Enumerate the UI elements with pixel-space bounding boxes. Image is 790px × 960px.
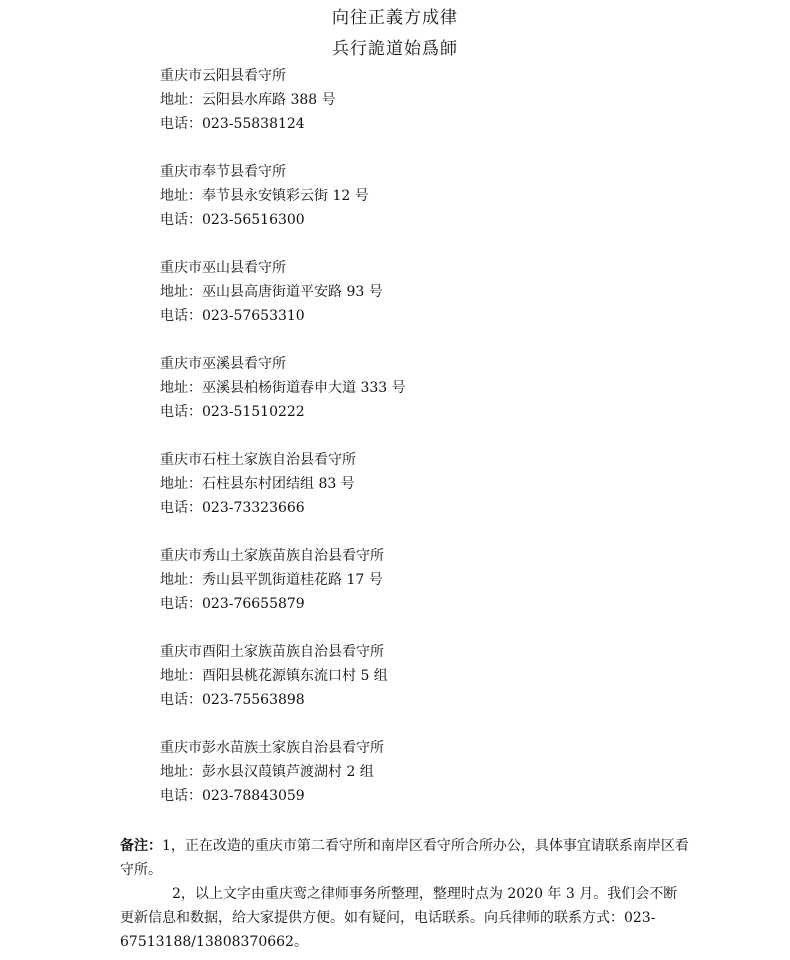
list-item: [160, 352, 720, 448]
list-item: [160, 448, 720, 544]
entry-phone: 电话：023-51510222: [160, 404, 305, 420]
entry-name: 重庆市石柱土家族自治县看守所: [160, 452, 356, 468]
header-motto-line-1: 向往正義方成律: [332, 8, 458, 28]
list-item: [160, 640, 720, 736]
list-item: [160, 160, 720, 256]
entry-phone: 电话：023-78843059: [160, 788, 305, 804]
entry-address: 地址：彭水县汉葭镇芦渡湖村 2 组: [160, 764, 374, 780]
detention-center-list: [160, 64, 720, 832]
entry-address: 地址：石柱县东村团结组 83 号: [160, 476, 355, 492]
entry-phone: 电话：023-76655879: [160, 596, 305, 612]
note-1-text: 1，正在改造的重庆市第二看守所和南岸区看守所合所办公，具体事宜请联系南岸区看守所。: [120, 838, 689, 878]
entry-address: 地址：巫山县高唐街道平安路 93 号: [160, 284, 383, 300]
entry-phone: 电话：023-55838124: [160, 116, 305, 132]
entry-address: 地址：秀山县平凯街道桂花路 17 号: [160, 572, 383, 588]
list-item: [160, 256, 720, 352]
entry-name: 重庆市云阳县看守所: [160, 68, 286, 84]
notes-section: [120, 834, 690, 954]
list-item: [160, 736, 720, 832]
header-motto-line-2: 兵行詭道始爲師: [332, 39, 458, 59]
entry-address: 地址：巫溪县柏杨街道春申大道 333 号: [160, 380, 406, 396]
entry-name: 重庆市酉阳土家族苗族自治县看守所: [160, 644, 384, 660]
entry-name: 重庆市奉节县看守所: [160, 164, 286, 180]
entry-address: 地址：云阳县水库路 388 号: [160, 92, 336, 108]
entry-phone: 电话：023-73323666: [160, 500, 305, 516]
entry-name: 重庆市彭水苗族土家族自治县看守所: [160, 740, 384, 756]
entry-address: 地址：奉节县永安镇彩云街 12 号: [160, 188, 369, 204]
entry-phone: 电话：023-75563898: [160, 692, 305, 708]
note-paragraph-2: 2，以上文字由重庆鸾之律师事务所整理，整理时点为 2020 年 3 月。我们会不断更新信息和数据，给大家提供方便。如有疑问，电话联系。向兵律师的联系方式：023-67513188/13808370662。: [120, 886, 678, 950]
list-item: [160, 544, 720, 640]
notes-label: 备注：: [120, 838, 162, 854]
entry-phone: 电话：023-57653310: [160, 308, 305, 324]
list-item: [160, 64, 720, 160]
entry-address: 地址：酉阳县桃花源镇东流口村 5 组: [160, 668, 388, 684]
entry-phone: 电话：023-56516300: [160, 212, 305, 228]
entry-name: 重庆市巫山县看守所: [160, 260, 286, 276]
entry-name: 重庆市秀山土家族苗族自治县看守所: [160, 548, 384, 564]
entry-name: 重庆市巫溪县看守所: [160, 356, 286, 372]
note-paragraph-1: [120, 834, 690, 882]
